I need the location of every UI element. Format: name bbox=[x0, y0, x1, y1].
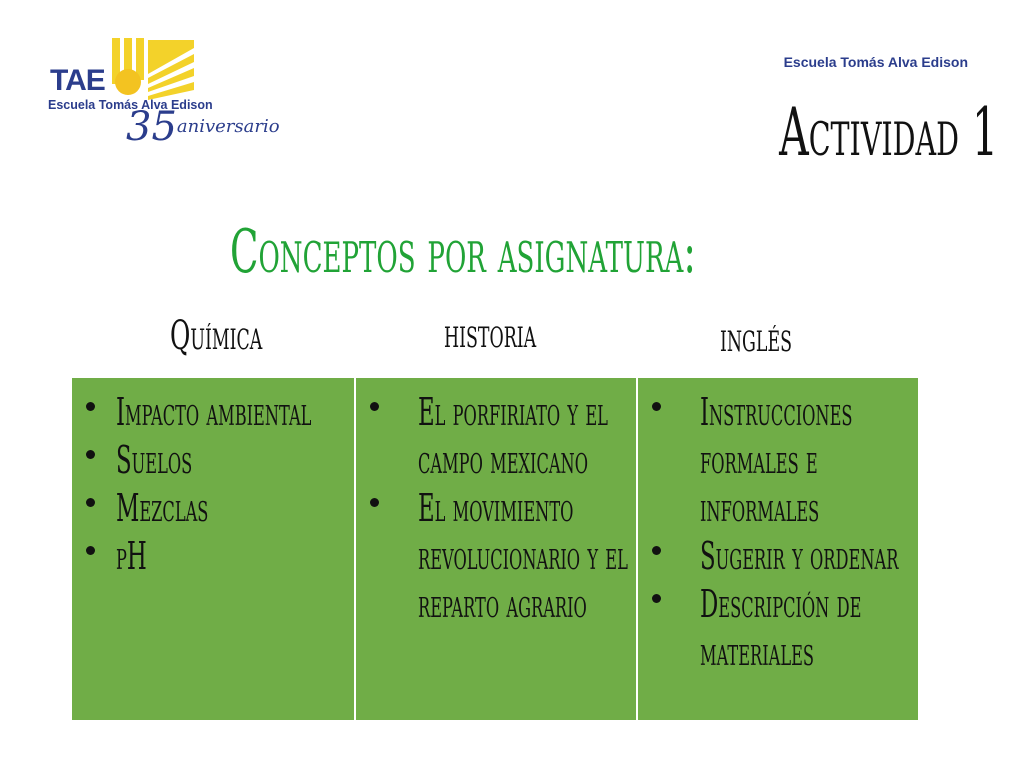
list-item bbox=[82, 484, 354, 532]
anniversary-number: 35 bbox=[126, 104, 177, 150]
list-item bbox=[366, 388, 636, 484]
bullet-icon bbox=[86, 546, 95, 555]
concept-text: El movimiento revolucionario y el reparto agrario bbox=[418, 486, 628, 626]
bullet-icon bbox=[652, 546, 661, 555]
header-school-name: Escuela Tomás Alva Edison bbox=[783, 54, 968, 70]
list-item bbox=[82, 532, 354, 580]
concept-text: Impacto ambiental bbox=[116, 390, 312, 434]
concepts-list bbox=[82, 388, 354, 580]
bullet-icon bbox=[370, 498, 379, 507]
bullet-icon bbox=[86, 498, 95, 507]
concepts-list bbox=[648, 388, 918, 676]
concepts-table bbox=[72, 378, 918, 720]
list-item bbox=[648, 580, 918, 676]
concept-text: Descripción de materiales bbox=[700, 582, 862, 674]
concept-text: El porfiriato y el campo mexicano bbox=[418, 390, 608, 482]
concepts-heading: Conceptos por asignatura: bbox=[230, 217, 696, 287]
concept-text: Sugerir y ordenar bbox=[700, 534, 899, 578]
subject-header-ingles: inglés bbox=[720, 315, 793, 361]
list-item bbox=[366, 484, 636, 628]
list-item bbox=[82, 388, 354, 436]
logo-school-name: Escuela Tomás Alva Edison bbox=[48, 98, 213, 112]
list-item bbox=[82, 436, 354, 484]
anniversary-word: aniversario bbox=[176, 116, 280, 137]
activity-title: Actividad 1 bbox=[779, 94, 998, 171]
bullet-icon bbox=[652, 402, 661, 411]
school-logo bbox=[44, 34, 314, 166]
concepts-column-quimica bbox=[72, 378, 354, 720]
concept-text: Instrucciones formales e informales bbox=[700, 390, 853, 530]
concept-text: Mezclas bbox=[116, 486, 209, 530]
subject-header-historia: historia bbox=[444, 311, 537, 357]
subject-header-quimica: Química bbox=[170, 313, 263, 359]
bullet-icon bbox=[652, 594, 661, 603]
logo-anniversary bbox=[126, 104, 280, 150]
concepts-column-ingles bbox=[636, 378, 918, 720]
concepts-column-historia bbox=[354, 378, 636, 720]
concept-text: Suelos bbox=[116, 438, 193, 482]
concepts-list bbox=[366, 388, 636, 628]
bullet-icon bbox=[86, 402, 95, 411]
list-item bbox=[648, 388, 918, 532]
bullet-icon bbox=[370, 402, 379, 411]
concept-text: pH bbox=[116, 534, 147, 578]
bullet-icon bbox=[86, 450, 95, 459]
list-item bbox=[648, 532, 918, 580]
logo-abbreviation: TAE bbox=[50, 64, 105, 97]
